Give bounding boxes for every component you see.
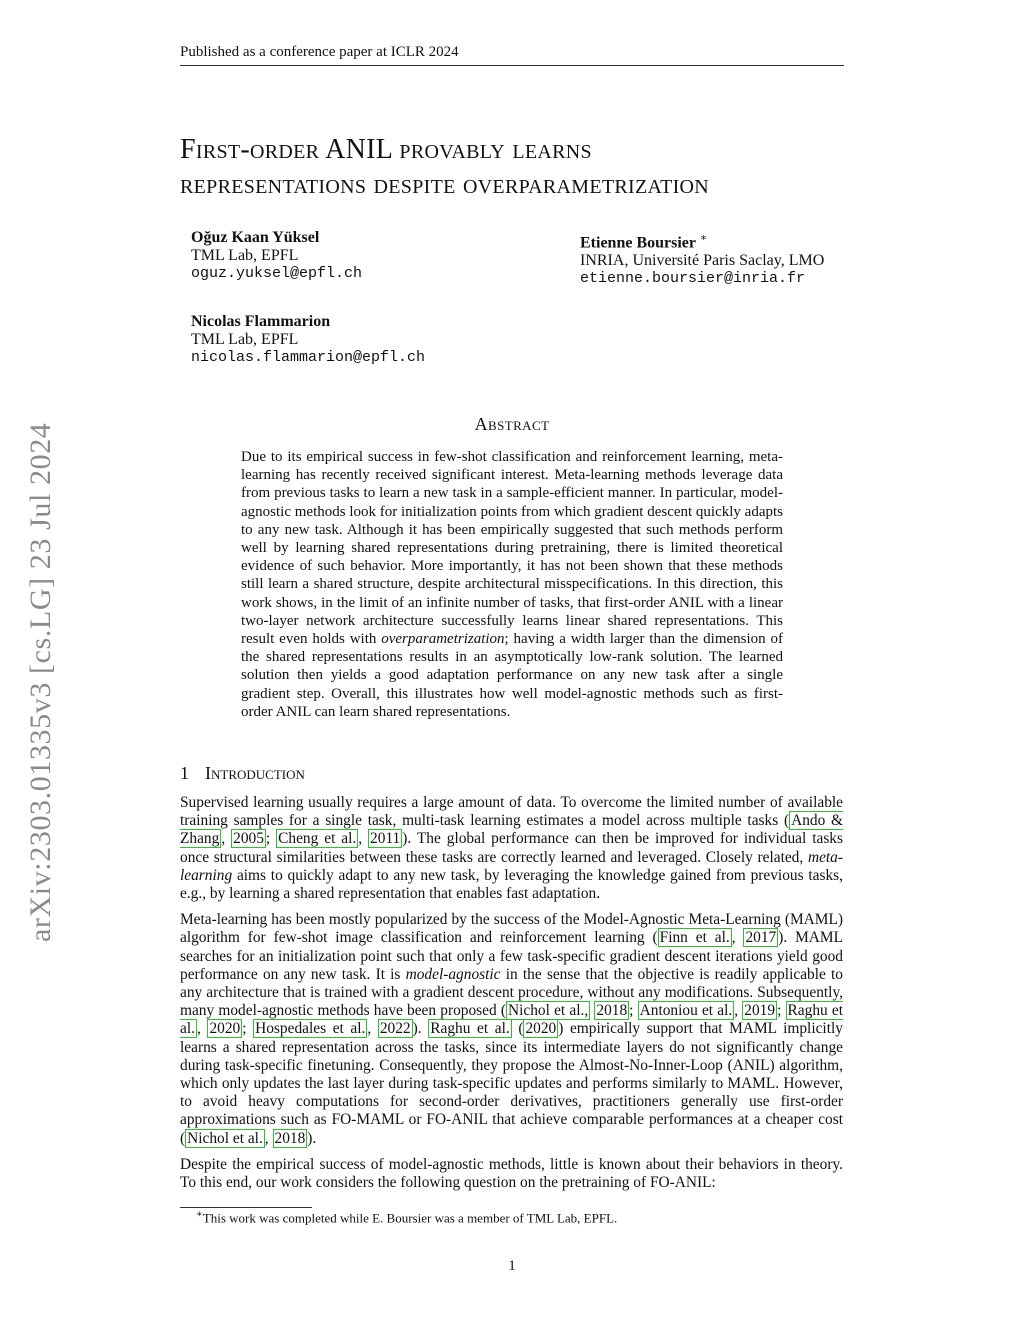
text: in the sense that the objective is readily applicable to any architecture that is trained with a gradient descent procedure, without any modifications. Subsequently, many model-agnostic methods have been proposed ( [180, 965, 843, 1020]
citation-link[interactable]: Antoniou et al. [639, 1002, 733, 1020]
abstract-heading: Abstract [474, 414, 550, 434]
section-title: Introduction [205, 763, 305, 783]
citation-link[interactable]: Cheng et al. [278, 830, 357, 848]
author-block [580, 229, 824, 288]
footnote-rule [180, 1207, 312, 1208]
citation-link[interactable]: 2018 [274, 1129, 306, 1147]
author-affiliation: TML Lab, EPFL [191, 247, 299, 264]
text: ; [777, 1002, 786, 1020]
citation-link[interactable]: Finn et al. [659, 929, 730, 947]
text: Meta-learning has been mostly popularized by the success of the Model-Agnostic Meta-Learning (MAML) algorithm for few-shot image classification and reinforcement learning ( [180, 911, 843, 947]
text: Supervised learning usually requires a large amount of data. To overcome the limited number of available training samples for a single task, multi-task learning estimates a model across multiple tasks ( [180, 794, 843, 830]
citation-link[interactable]: Nichol et al. [187, 1129, 263, 1147]
section-number: 1 [180, 763, 189, 783]
text: ; [242, 1020, 254, 1038]
title-line-2: representations despite overparametrization [180, 169, 710, 200]
citation-link[interactable]: Ando & Zhang [180, 812, 843, 848]
running-header: Published as a conference paper at ICLR 2024 [180, 44, 844, 66]
paragraph: Despite the empirical success of model-agnostic methods, little is known about their behaviors in theory. To this end, our work considers the following question on the pretraining of FO-ANIL: [180, 1155, 843, 1192]
author-affiliation: TML Lab, EPFL [191, 331, 299, 348]
citation-link[interactable]: Raghu et al. [430, 1020, 510, 1038]
author-email[interactable]: nicolas.flammarion@epfl.ch [191, 349, 426, 366]
citation-link[interactable]: 2022 [379, 1020, 411, 1038]
author-block [191, 313, 425, 367]
text: ). [412, 1020, 429, 1038]
author-name: Nicolas Flammarion [191, 313, 331, 330]
abstract-text [241, 448, 783, 721]
author-name-text: Etienne Boursier [580, 234, 696, 252]
author-name [580, 229, 824, 252]
abstract-text-b: ; having a width larger than the dimension of the shared representations results in an asymptotically low-rank solution. The learned solution then yields a good adaptation performance on any new task after a single gradient step. Overall, this illustrates how well model-agnostic methods such as first-order ANIL can learn shared representations. [241, 631, 783, 720]
paper-title [180, 132, 880, 202]
citation-link[interactable]: 2005 [233, 830, 264, 848]
citation-link[interactable]: Raghu et al. [180, 1002, 844, 1038]
text: , [221, 830, 232, 848]
citation-link[interactable]: 2019 [744, 1002, 776, 1020]
footnote-text: This work was completed while E. Boursier was a member of TML Lab, EPFL. [202, 1210, 618, 1226]
text: ). The global performance can then be improved for individual tasks once structural similarities between these tasks are correctly learned and leveraged. Closely related, [180, 830, 843, 866]
page-number: 1 [508, 1258, 516, 1274]
emphasis: model-agnostic [405, 965, 501, 983]
author-affiliation: INRIA, Université Paris Saclay, LMO [580, 252, 825, 270]
text: ). [307, 1129, 317, 1147]
author-email[interactable]: oguz.yuksel@epfl.ch [191, 265, 363, 282]
author-block [191, 229, 362, 283]
abstract-emphasis: overparametrization [381, 631, 505, 648]
footnote [196, 1209, 617, 1226]
text: ). MAML searches for an initialization point such that only a few task-specific gradient descent iterations yield good performance on any new task. It is [180, 929, 843, 983]
citation-link[interactable]: 2020 [209, 1020, 241, 1038]
title-line-1: First-order ANIL provably learns [180, 134, 592, 165]
text: , [358, 830, 369, 848]
text: ; [265, 830, 277, 848]
citation-link[interactable]: 2018 [596, 1002, 628, 1020]
emphasis: meta-learning [180, 848, 843, 884]
text: ) empirically support that MAML implicitly learns a shared representation across the tasks, since its intermediate layers do not significantly change during task-specific finetuning. Consequently, they propose the Almost-No-Inner-Loop (ANIL) algorithm, which only updates the last layer during task-specific updates and performs similarly to MAML. However, to avoid heavy computations for second-order derivatives, practitioners generally use first-order approximations such as FO-MAML or FO-ANIL that achieve comparable performances at a cheaper cost ( [180, 1020, 843, 1147]
paragraph [180, 794, 843, 903]
text: aims to quickly adapt to any new task, by leveraging the knowledge gained from previous tasks, e.g., by learning a shared representation that enables fast adaptation. [180, 866, 843, 903]
citation-link[interactable]: 2017 [745, 929, 777, 947]
author-footnote-mark[interactable]: ∗ [699, 232, 708, 244]
text: ; [629, 1002, 638, 1020]
arxiv-stamp[interactable]: arXiv:2303.01335v3 [cs.LG] 23 Jul 2024 [24, 422, 57, 942]
text: , [264, 1129, 273, 1147]
text: , [196, 1020, 208, 1038]
text: , [734, 1002, 743, 1020]
citation-link[interactable]: 2011 [370, 830, 401, 848]
footnote-mark: ∗ [196, 1209, 203, 1220]
intro-body [180, 794, 843, 1200]
text: ( [511, 1020, 524, 1038]
author-name: Oğuz Kaan Yüksel [191, 229, 320, 246]
text: , [731, 929, 744, 947]
abstract-text-a: Due to its empirical success in few-shot classification and reinforcement learning, meta-learning has recently received significant interest. Meta-learning methods leverage data from previous tasks to learn a new task in a sample-efficient manner. In particular, model-agnostic methods look for initialization points from which gradient descent quickly adapts to any new task. Although it has been empirically suggested that such methods perform well by learning shared representations during pretraining, there is limited theoretical evidence of such behavior. More importantly, it has not been shown that these methods still learn a shared structure, despite architectural misspecifications. In this direction, this work shows, in the limit of an infinite number of tasks, that first-order ANIL with a linear two-layer network architecture successfully learns linear shared representations. This result even holds with [241, 449, 783, 648]
paragraph [180, 911, 843, 1148]
citation-link[interactable]: Hospedales et al. [255, 1020, 366, 1038]
text: , [367, 1020, 378, 1038]
citation-link[interactable]: Nichol et al., [508, 1002, 589, 1020]
section-heading [180, 763, 305, 784]
citation-link[interactable]: 2020 [525, 1020, 557, 1038]
author-email[interactable]: etienne.boursier@inria.fr [580, 270, 806, 288]
